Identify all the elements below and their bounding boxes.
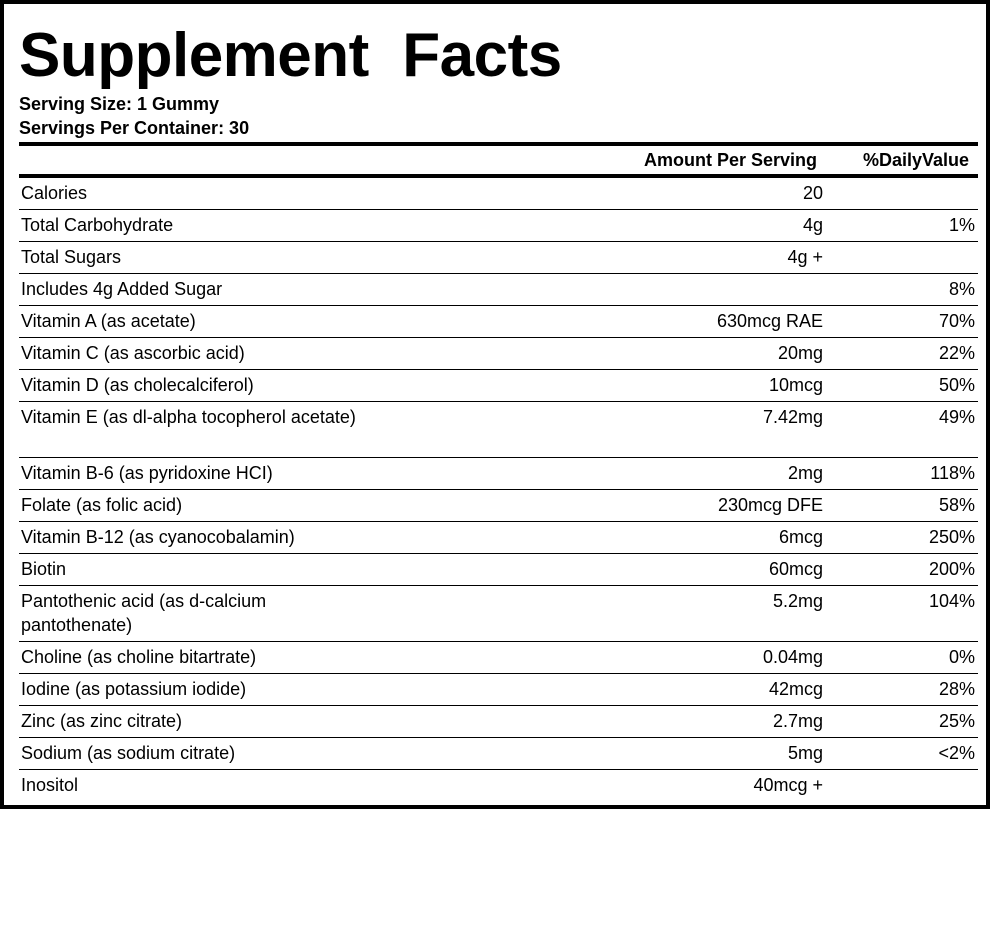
nutrient-amount: 10mcg [768, 375, 823, 395]
nutrient-amount: 5mg [787, 743, 823, 763]
table-row [19, 370, 978, 402]
nutrient-name: Biotin [21, 559, 67, 579]
nutrient-name: Vitamin E (as dl-alpha tocopherol acetate) [21, 407, 356, 427]
nutrient-amount: 0.04mg [762, 647, 823, 667]
nutrient-name: Zinc (as zinc citrate) [21, 711, 183, 731]
nutrient-name: Choline (as choline bitartrate) [21, 647, 257, 667]
nutrient-daily-value: 0% [948, 647, 975, 667]
nutrient-name: Folate (as folic acid) [21, 495, 183, 515]
nutrient-name: Iodine (as potassium iodide) [21, 679, 247, 699]
nutrient-amount: 230mcg DFE [717, 495, 823, 515]
table-row [19, 306, 978, 338]
nutrient-name: Vitamin B-12 (as cyanocobalamin) [21, 527, 295, 547]
serving-size: Serving Size: 1 Gummy [19, 94, 220, 114]
thick-divider-top [19, 142, 978, 146]
nutrient-amount: 5.2mg [772, 591, 823, 611]
nutrient-name: Calories [21, 183, 88, 203]
panel-title: Supplement Facts [19, 21, 562, 90]
amount-per-serving-header: Amount Per Serving [643, 150, 817, 170]
table-row [19, 458, 978, 490]
nutrient-daily-value: 8% [948, 279, 975, 299]
nutrient-amount: 7.42mg [762, 407, 823, 427]
table-row [19, 738, 978, 770]
nutrient-daily-value: 25% [938, 711, 975, 731]
nutrient-daily-value: 28% [938, 679, 975, 699]
nutrient-daily-value: 250% [928, 527, 975, 547]
nutrient-name: Vitamin D (as cholecalciferol) [21, 375, 254, 395]
nutrient-amount: 42mcg [768, 679, 823, 699]
nutrient-daily-value: 1% [948, 215, 975, 235]
table-row [19, 706, 978, 738]
nutrient-daily-value: <2% [938, 743, 975, 763]
nutrient-daily-value: 50% [938, 375, 975, 395]
nutrient-amount: 4g [802, 215, 823, 235]
nutrient-name: Vitamin C (as ascorbic acid) [21, 343, 245, 363]
table-row [19, 490, 978, 522]
nutrient-daily-value: 104% [928, 591, 975, 611]
nutrient-table [19, 178, 978, 802]
nutrient-name: Includes 4g Added Sugar [21, 279, 223, 299]
table-row [19, 402, 978, 458]
nutrient-daily-value: 70% [938, 311, 975, 331]
nutrient-amount: 630mcg RAE [716, 311, 823, 331]
table-row [19, 338, 978, 370]
servings-per-container: Servings Per Container: 30 [19, 118, 250, 138]
table-row [19, 674, 978, 706]
nutrient-amount: 2mg [787, 463, 823, 483]
nutrient-amount: 20 [802, 183, 823, 203]
nutrient-name: Total Sugars [21, 247, 122, 267]
nutrient-daily-value: 49% [938, 407, 975, 427]
nutrient-daily-value: 58% [938, 495, 975, 515]
table-row [19, 642, 978, 674]
nutrient-name: Sodium (as sodium citrate) [21, 743, 236, 763]
table-row [19, 554, 978, 586]
nutrient-daily-value: 118% [930, 463, 975, 483]
nutrient-name: Vitamin B-6 (as pyridoxine HCI) [21, 463, 273, 483]
table-row [19, 522, 978, 554]
nutrient-amount: 20mg [777, 343, 823, 363]
nutrient-name: Vitamin A (as acetate) [21, 311, 196, 331]
nutrient-daily-value: 22% [938, 343, 975, 363]
table-row [19, 178, 978, 210]
table-row [19, 586, 978, 642]
table-row [19, 242, 978, 274]
nutrient-amount: 6mcg [778, 527, 823, 547]
table-row [19, 770, 978, 802]
nutrient-name: Total Carbohydrate [21, 215, 174, 235]
nutrient-name: Inositol [21, 775, 79, 795]
nutrient-amount: 2.7mg [772, 711, 823, 731]
table-row [19, 274, 978, 306]
nutrient-amount: 60mcg [768, 559, 823, 579]
table-row [19, 210, 978, 242]
nutrient-amount: 40mcg + [753, 775, 823, 795]
nutrient-amount: 4g + [787, 247, 823, 267]
nutrient-name: Pantothenic acid (as d-calcium pantothenate) [21, 591, 267, 635]
nutrient-daily-value: 200% [928, 559, 975, 579]
daily-value-header: %DailyValue [862, 150, 969, 170]
